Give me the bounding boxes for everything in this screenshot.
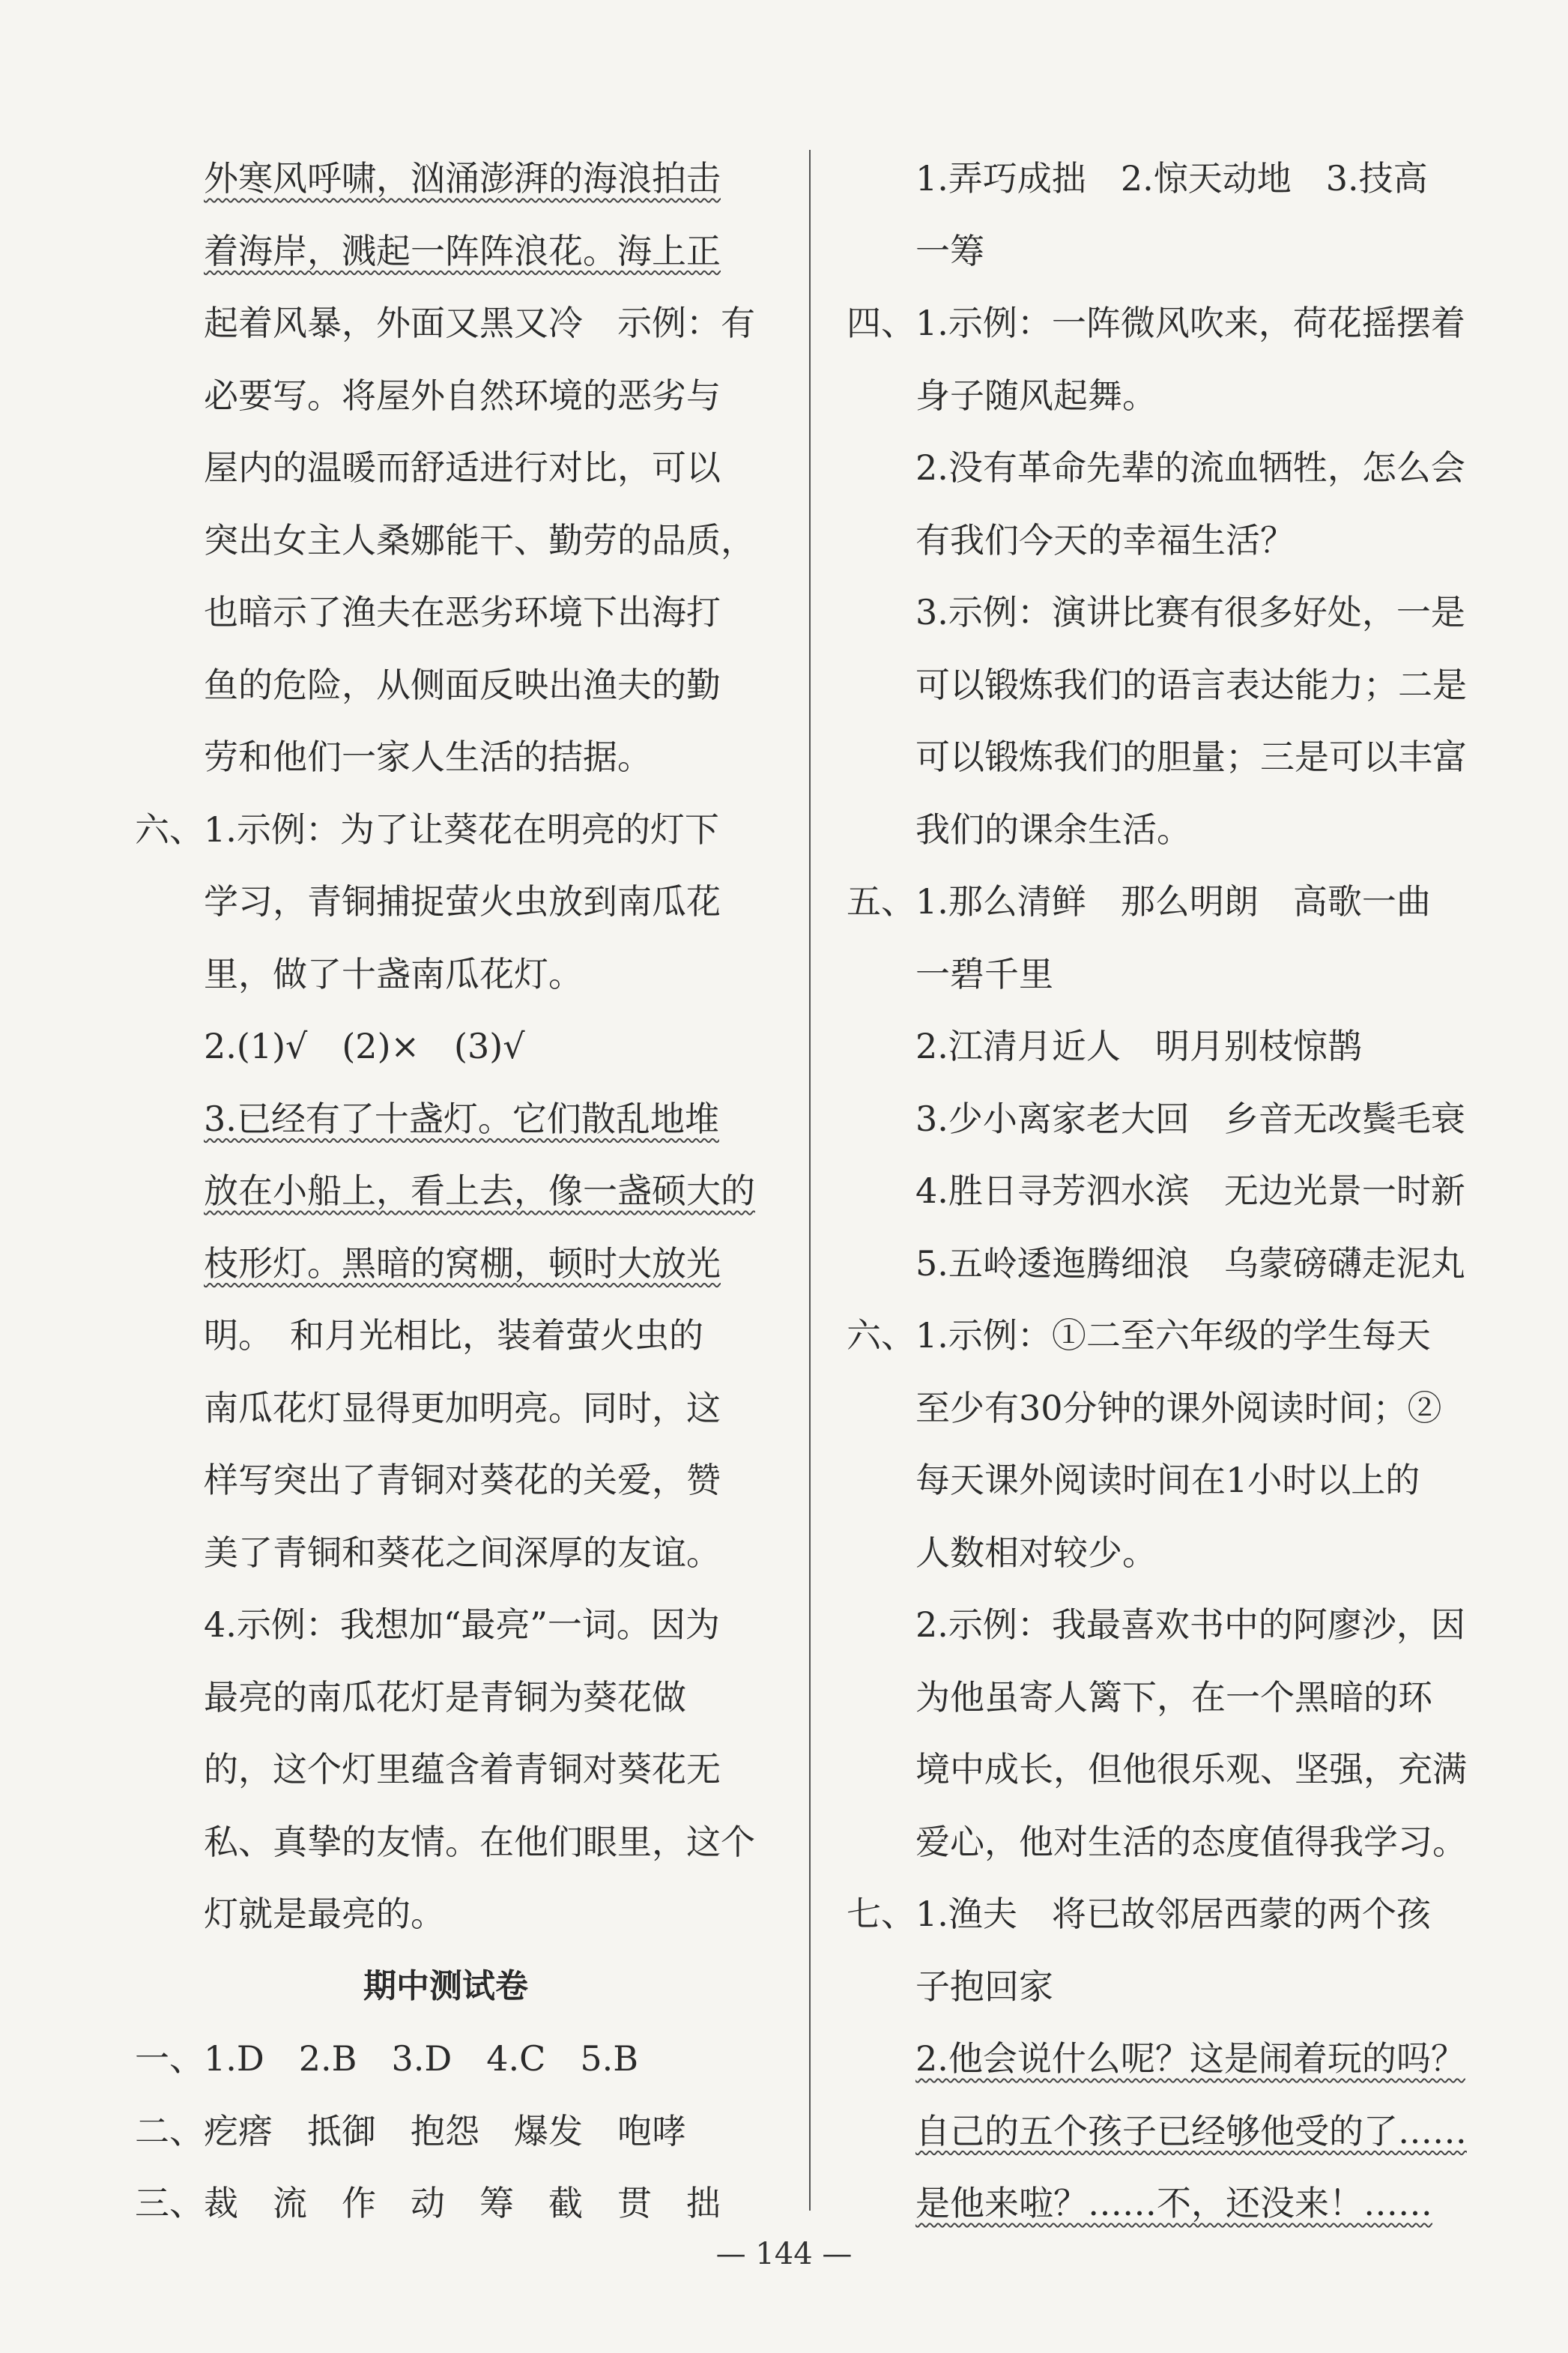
answer-line (135, 1444, 757, 1517)
answer-line (847, 721, 1467, 794)
answer-text: 2.(1)√ (2)× (3)√ (204, 1026, 525, 1066)
answer-line (847, 432, 1465, 504)
column-divider (809, 150, 811, 2211)
answer-text: 也暗示了渔夫在恶劣环境下出海打 (204, 592, 721, 632)
answer-line (847, 2023, 1465, 2095)
answer-text: 样写突出了青铜对葵花的关爱，赞 (204, 1460, 721, 1500)
answer-line (847, 142, 1461, 215)
answer-line (135, 1806, 757, 1879)
answer-line (135, 504, 757, 577)
answer-line (135, 142, 757, 215)
answer-line (847, 1951, 1461, 2023)
answer-text: 5.五岭逶迤腾细浪 乌蒙磅礴走泥丸 (915, 1242, 1465, 1284)
answer-line (135, 360, 757, 432)
answer-text: 里，做了十盏南瓜花灯。 (204, 953, 583, 994)
answer-text: 四、1.示例：一阵微风吹来，荷花摇摆着 (847, 303, 1465, 343)
answer-text: 每天课外阅读时间在1小时以上的 (915, 1460, 1420, 1500)
answer-line (847, 1372, 1461, 1445)
answer-line (135, 649, 757, 722)
answer-text: 自己的五个孩子已经够他受的了…… (915, 2110, 1467, 2151)
answer-line (135, 1227, 757, 1300)
answer-text: 3.示例：演讲比赛有很多好处，一是 (915, 592, 1465, 632)
answer-text: 身子随风起舞。 (915, 375, 1157, 416)
answer-text: 一碧千里 (915, 953, 1053, 994)
answer-text: 着海岸，溅起一阵阵浪花。海上正 (204, 230, 721, 271)
answer-line (135, 1733, 757, 1806)
answer-text: 1.弄巧成拙 2.惊天动地 3.技高 (915, 158, 1428, 199)
answer-line (847, 1589, 1465, 1661)
answer-line (847, 938, 1461, 1011)
answer-line (847, 649, 1467, 722)
answer-text: 美了青铜和葵花之间深厚的友谊。 (204, 1532, 721, 1573)
answer-line (135, 1010, 757, 1083)
answer-line (135, 1372, 757, 1445)
answer-text: 期中测试卷 (363, 1966, 528, 2005)
answer-text: 最亮的南瓜花灯是青铜为葵花做 (204, 1676, 686, 1718)
answer-line (135, 1299, 757, 1372)
answer-text: 六、1.示例：①二至六年级的学生每天 (847, 1315, 1431, 1356)
answer-text: 私、真挚的友情。在他们眼里，这个 (204, 1821, 755, 1862)
answer-text: 至少有30分钟的课外阅读时间；② (915, 1387, 1442, 1428)
answer-text: 4.示例：我想加“最亮”一词。因为 (204, 1604, 720, 1645)
answer-text: 2.江清月近人 明月别枝惊鹊 (915, 1026, 1362, 1066)
answer-text: 有我们今天的幸福生活？ (915, 519, 1295, 561)
answer-text: 突出女主人桑娜能干、勤劳的品质， (204, 519, 755, 561)
answer-line (847, 1155, 1465, 1227)
answer-line (847, 360, 1461, 432)
answer-line (135, 1155, 757, 1227)
answer-line (847, 1878, 1461, 1951)
answer-text: 二、疙瘩 抵御 抱怨 爆发 咆哮 (135, 2110, 686, 2151)
answer-line (135, 215, 757, 288)
answer-text: 学习，青铜捕捉萤火虫放到南瓜花 (204, 881, 721, 922)
answer-text: 4.胜日寻芳泗水滨 无边光景一时新 (915, 1171, 1465, 1211)
answer-line (847, 576, 1465, 649)
answer-text: 五、1.那么清鲜 那么明朗 高歌一曲 (847, 881, 1431, 922)
answer-text: 南瓜花灯显得更加明亮。同时，这 (204, 1387, 721, 1428)
answer-line (847, 2167, 1461, 2240)
answer-text: 子抱回家 (915, 1966, 1053, 2007)
answer-line (847, 1083, 1465, 1156)
answer-text: 六、1.示例：为了让葵花在明亮的灯下 (135, 809, 719, 850)
answer-line (847, 215, 1461, 288)
answer-line (135, 721, 757, 794)
answer-text: 可以锻炼我们的语言表达能力；二是 (915, 664, 1467, 705)
answer-line (847, 1517, 1461, 1589)
left-column (135, 142, 757, 2240)
answer-text: 是他来啦？……不，还没来！…… (915, 2183, 1432, 2223)
answer-line (135, 1589, 757, 1661)
answer-text: 2.没有革命先辈的流血牺牲，怎么会 (915, 447, 1465, 488)
answer-line (847, 1806, 1467, 1879)
answer-text: 外寒风呼啸，汹涌澎湃的海浪拍击 (204, 158, 721, 199)
answer-text: 3.少小离家老大回 乡音无改鬓毛衰 (915, 1098, 1465, 1139)
answer-line (135, 2023, 757, 2095)
answer-text: 鱼的危险，从侧面反映出渔夫的勤 (204, 664, 721, 705)
answer-line (135, 2095, 757, 2168)
answer-text: 三、裁 流 作 动 筹 截 贯 拙 (135, 2183, 721, 2223)
answer-line (135, 938, 757, 1011)
answer-text: 屋内的温暖而舒适进行对比，可以 (204, 447, 721, 488)
answer-text: 的，这个灯里蕴含着青铜对葵花无 (204, 1749, 721, 1789)
answer-text: 必要写。将屋外自然环境的恶劣与 (204, 375, 721, 416)
answer-line (135, 1083, 757, 1156)
answer-line (135, 794, 757, 866)
page-number: — 144 — (715, 2237, 853, 2271)
answer-text: 起着风暴，外面又黑又冷 示例：有 (204, 303, 755, 343)
answer-text: 灯就是最亮的。 (204, 1894, 445, 1934)
answer-text: 为他虽寄人篱下，在一个黑暗的环 (915, 1676, 1432, 1718)
answer-line (135, 576, 757, 649)
answer-text: 明。 和月光相比，装着萤火虫的 (204, 1315, 703, 1356)
answer-text: 枝形灯。黑暗的窝棚，顿时大放光 (204, 1242, 721, 1284)
answer-text: 七、1.渔夫 将已故邻居西蒙的两个孩 (847, 1894, 1431, 1934)
answer-text: 放在小船上，看上去，像一盏硕大的 (204, 1171, 755, 1211)
answer-line (847, 1299, 1461, 1372)
answer-line (847, 504, 1461, 577)
answer-text: 2.他会说什么呢？这是闹着玩的吗？ (915, 2038, 1465, 2079)
answer-text: 爱心，他对生活的态度值得我学习。 (915, 1821, 1467, 1862)
answer-line (847, 1661, 1461, 1734)
answer-text: 2.示例：我最喜欢书中的阿廖沙，因 (915, 1604, 1465, 1645)
answer-text: 人数相对较少。 (915, 1532, 1157, 1573)
section-title (135, 1951, 757, 2023)
answer-line (847, 1227, 1465, 1300)
answer-line (135, 1661, 757, 1734)
answer-text: 一筹 (915, 230, 984, 271)
answer-text: 境中成长，但他很乐观、坚强，充满 (915, 1749, 1467, 1789)
answer-text: 一、1.D 2.B 3.D 4.C 5.B (135, 2038, 639, 2079)
answer-line (135, 1878, 757, 1951)
answer-line (847, 2095, 1467, 2168)
answer-text: 可以锻炼我们的胆量；三是可以丰富 (915, 737, 1467, 777)
answer-line (847, 1733, 1467, 1806)
answer-line (847, 866, 1461, 938)
right-column (847, 142, 1467, 2240)
answer-line (847, 1444, 1461, 1517)
answer-line (847, 287, 1465, 360)
answer-text: 3.已经有了十盏灯。它们散乱地堆 (204, 1098, 719, 1139)
answer-text: 劳和他们一家人生活的拮据。 (204, 737, 652, 777)
answer-line (847, 794, 1461, 866)
answer-line (135, 287, 757, 360)
answer-text: 我们的课余生活。 (915, 809, 1191, 850)
answer-line (135, 432, 757, 504)
answer-line (135, 1517, 757, 1589)
answer-line (135, 866, 757, 938)
answer-line (847, 1010, 1461, 1083)
answer-line (135, 2167, 757, 2240)
